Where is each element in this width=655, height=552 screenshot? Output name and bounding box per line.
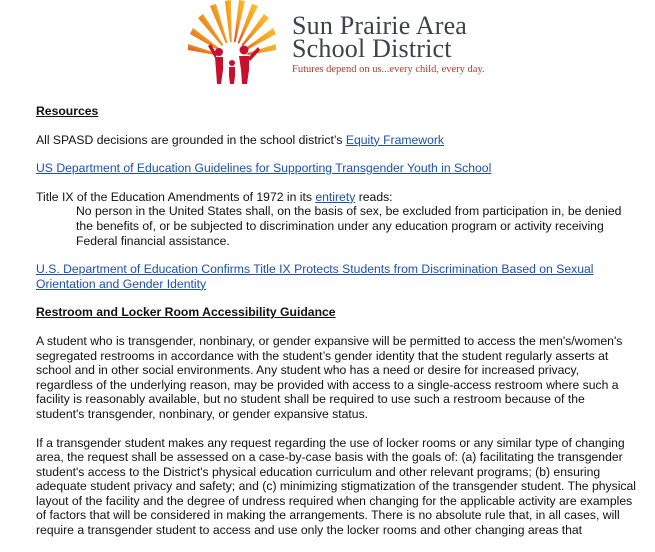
district-name-line1: Sun Prairie Area [292, 11, 468, 40]
restroom-heading: Restroom and Locker Room Accessibility Guidance [36, 305, 336, 320]
document-body [36, 104, 636, 552]
locker-room-paragraph: If a transgender student makes any request regarding the use of locker rooms or any similar type of changing area, the request shall be assessed on a case-by-case basis with the goals of: (a) facilitating the transgender student's access to the District's physical education curriculum and other relevant programs; (b) ensuring adequate student privacy and safety; and (c) minimizing stigmatization of the transgender student. The physical layout of the facility and the degree of undress required when changing for the applicable activity are examples of factors that will be considered in making the arrangements. There is no absolute rule that, in all cases, will require a transgender student to access and use only the locker rooms and other changing areas that [36, 435, 637, 538]
district-name [292, 11, 485, 75]
district-name-line2: School District [292, 34, 452, 63]
equity-paragraph [36, 133, 636, 148]
resources-heading: Resources [36, 104, 99, 118]
district-logo [178, 0, 508, 86]
doe-confirms-link[interactable]: U.S. Department of Education Confirms Title IX Protects Students from Discrimination Based on Sexual Orientation and Gender Identity [36, 262, 594, 291]
restroom-paragraph-1: A student who is transgender, nonbinary, or gender expansive will be permitted to access the men's/women's segregated restrooms in accordance with the student’s gender identity that the student regularly asserts at school and in other social environments. Any student who has a need or desire for increased privacy, regardless of the underlying reason, may be provided with access to a single-access restroom where such a facility is reasonably available, but no student shall be required to use such a restroom because of the student's transgender, nonbinary, or gender expansive status. [36, 333, 623, 421]
sun-family-icon [184, 0, 280, 86]
doe-guidelines-paragraph [36, 161, 636, 176]
title-ix-intro [36, 190, 636, 205]
district-tagline: Futures depend on us...every child, every day. [292, 64, 485, 75]
doe-confirms-paragraph [36, 262, 636, 291]
doe-guidelines-link[interactable]: US Department of Education Guidelines for Supporting Transgender Youth in School [36, 161, 492, 176]
title-ix-entirety-link[interactable]: entirety [315, 189, 356, 204]
title-ix-prefix: Title IX of the Education Amendments of 1972 in its [36, 189, 316, 204]
equity-framework-link[interactable]: Equity Framework [345, 132, 445, 147]
equity-text: All SPASD decisions are grounded in the school district’s [36, 132, 346, 147]
title-ix-quote: No person in the United States shall, on the basis of sex, be excluded from participation in, be denied the benefits of, or be subjected to discrimination under any education program or activity receiving Federal financial assistance. [76, 204, 622, 248]
title-ix-suffix: reads: [355, 189, 393, 204]
